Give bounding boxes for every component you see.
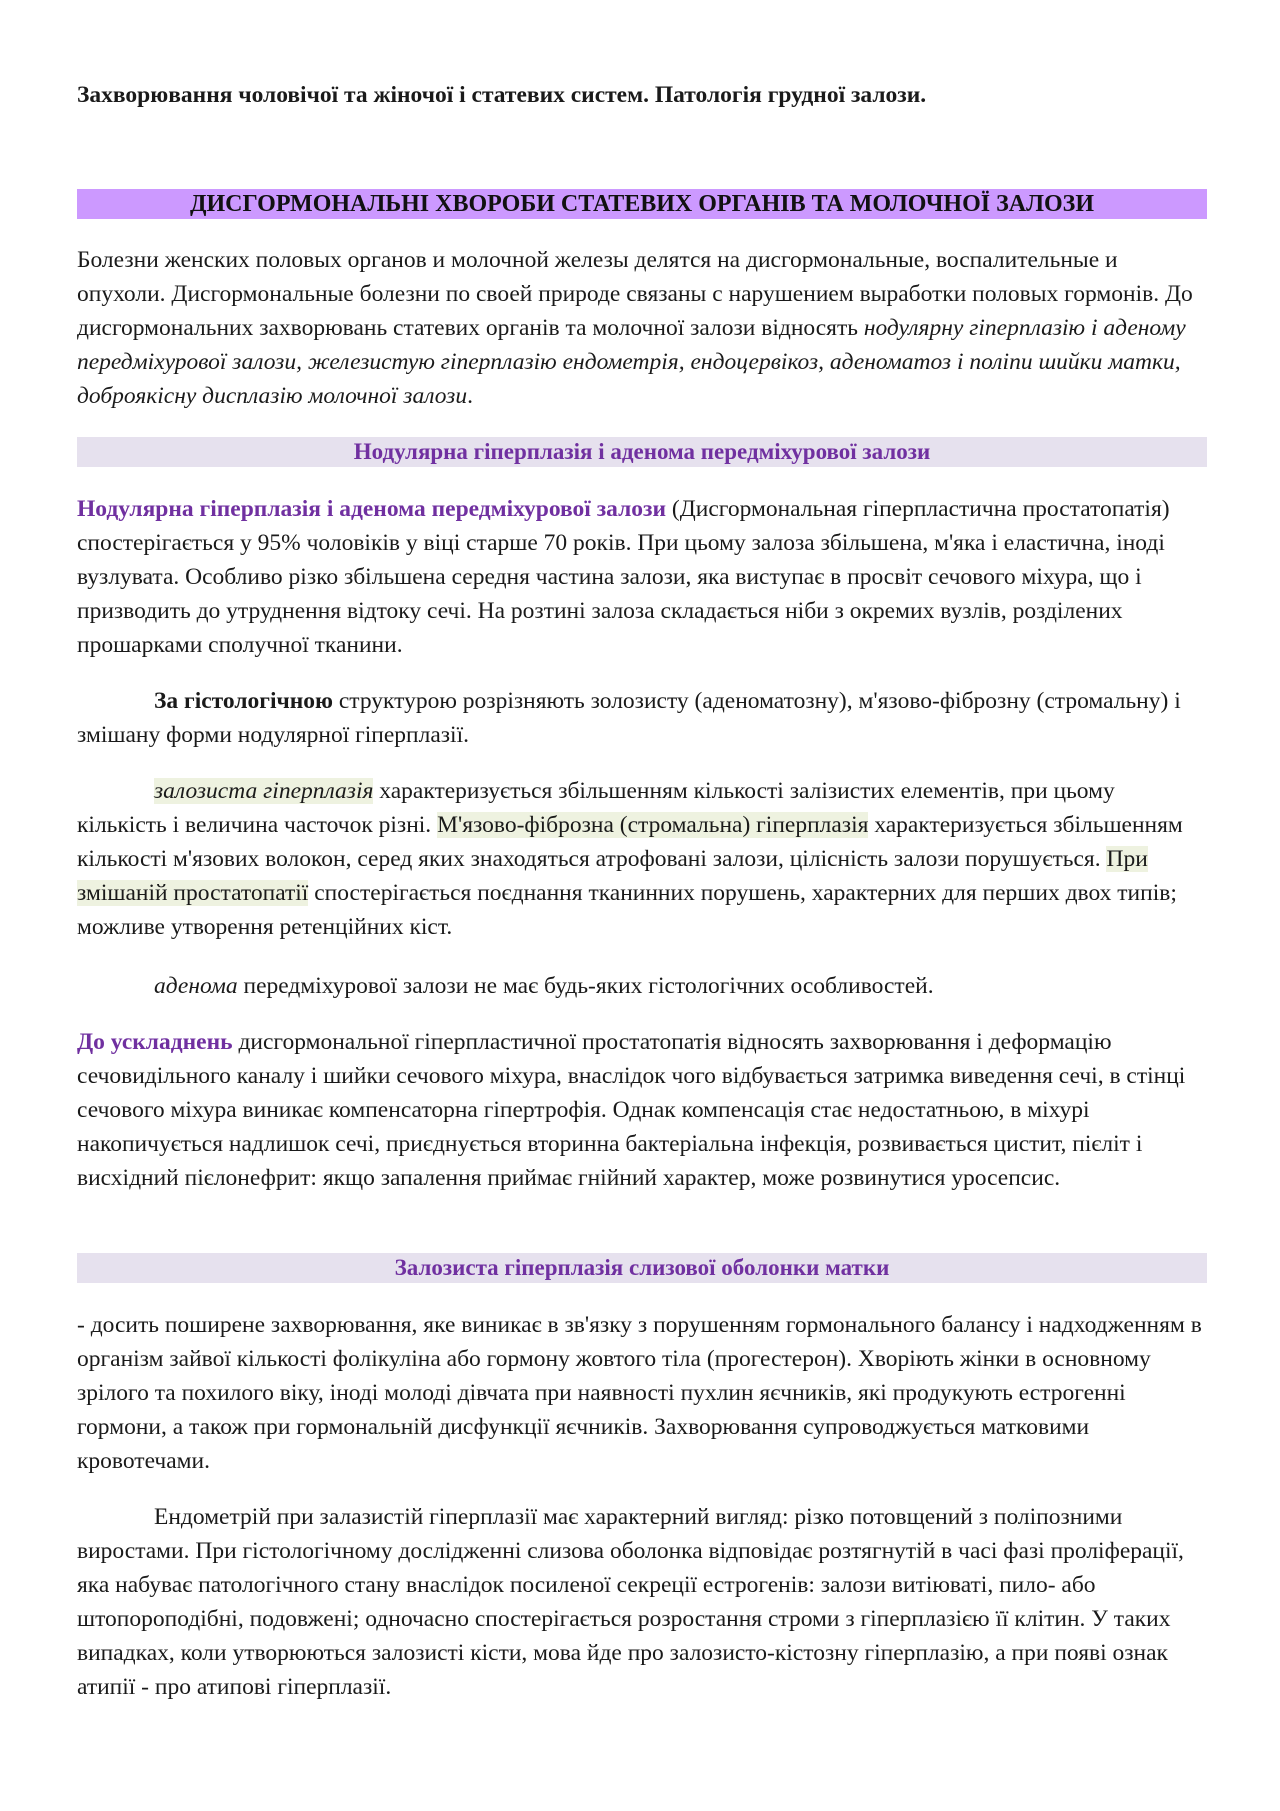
prostate-paragraph-4: [77, 969, 1207, 1003]
prostate-paragraph-1: [77, 492, 1207, 662]
prostate-paragraph-5: [77, 1025, 1207, 1195]
endometrium-paragraph-2: [77, 1500, 1207, 1704]
prostate-p4-text: передміхурової залози не має будь-яких гістологічних особливостей.: [237, 973, 934, 999]
intro-paragraph: [77, 243, 1207, 413]
prostate-p2-text: структурою розрізняють золозисту (аденоматозну), м'язово-фіброзну (стромальну) і змішану форми нодулярної гіперплазії.: [77, 688, 1181, 748]
prostate-p3-text-3: спостерігається поєднання тканинних порушень, характерних для перших двох типів; можливе утворення ретенційних кіст.: [77, 880, 1177, 940]
section-heading-endometrium: Залозиста гіперплазія слизової оболонки матки: [77, 1253, 1207, 1283]
main-section-banner: ДИСГОРМОНАЛЬНІ ХВОРОБИ СТАТЕВИХ ОРГАНІВ ТА МОЛОЧНОЇ ЗАЛОЗИ: [77, 189, 1207, 219]
prostate-paragraph-3: [77, 774, 1207, 944]
prostate-p5-text: дисгормональної гіперпластичної простатопатія відносять захворювання і деформацію сечовидільного каналу і шийки сечового міхура, внаслідок чого відбувається затримка виведення сечі, в стінці сечового міхура виникає компенсаторна гіпертрофія. Однак компенсація стає недостатньою, в міхурі накопичується надлишок сечі, приєднується вторинна бактеріальна інфекція, розвивається цистит, пієліт і висхідний пієлонефрит: якщо запалення приймає гнійний характер, може розвинутися уросепсис.: [77, 1029, 1186, 1191]
prostate-p1-text: (Дисгормональная гіперпластична простатопатія) спостерігається у 95% чоловіків у віці старше 70 років. При цьому залоза збільшена, м'яка і еластична, іноді вузлувата. Особливо різко збільшена середня частина залози, яка виступає в просвіт сечового міхура, що і призводить до утруднення відтоку сечі. На розтині залоза складається ніби з окремих вузлів, розділених прошарками сполучної тканини.: [77, 496, 1170, 658]
prostate-p3-text-1: характеризується збільшенням кількості залізистих елементів, при цьому кількість і величина часточок різні.: [77, 778, 1115, 838]
intro-text: Болезни женских половых органов и молочной железы делятся на дисгормональные, воспалительные и опухоли. Дисгормональные болезни по своей природе связаны с нарушением выработки половых гормонів. До дисгормональних захворювань статевих органів та молочної залози відносять: [77, 247, 1193, 341]
section-heading-prostate: Нодулярна гіперплазія і аденома передміхурової залози: [77, 437, 1207, 467]
highlight-glandular: залозиста гіперплазія: [154, 778, 374, 804]
complications-term: До ускладнень: [77, 1029, 233, 1055]
endometrium-p1-text: - досить поширене захворювання, яке виникає в зв'язку з порушенням гормонального балансу і надходженням в організм зайвої кількості фолікуліна або гормону жовтого тіла (прогестерон). Хворіють жінки в основному зрілого та похилого віку, іноді молоді дівчата при наявності пухлин яєчників, які продукують естрогенні гормони, а також при гормональній дисфункції яєчників. Захворювання супроводжується матковими кровотечами.: [77, 1312, 1202, 1474]
prostate-term: Нодулярна гіперплазія і аденома передміхурової залози: [77, 496, 667, 522]
document-title: Захворювання чоловічої та жіночої і статевих систем. Патологія грудної залози.: [77, 82, 927, 108]
highlight-mixed: При змішаній простатопатії: [77, 846, 1148, 906]
adenoma-term: аденома: [154, 973, 238, 999]
endometrium-paragraph-1: [77, 1308, 1207, 1478]
highlight-fibromuscular: М'язово-фіброзна (стромальна) гіперплазія: [437, 812, 869, 838]
endometrium-p2-text: Ендометрій при залазистій гіперплазії має характерний вигляд: різко потовщений з поліпозними виростами. При гістологічному дослідженні слизова оболонка відповідає розтягнутій в часі фазі проліферації, яка набуває патологічного стану внаслідок посиленої секреції естрогенів: залози витіюваті, пило- або штопороподібні, подовжені; одночасно спостерігається розростання строми з гіперплазією її клітин. У таких випадках, коли утворюються залозисті кісти, мова йде про залозисто-кістозну гіперплазію, а при появі ознак атипії - про атипові гіперплазії.: [77, 1504, 1184, 1700]
intro-italic-list: нодулярну гіперплазію і аденому передміхурової залози, железистую гіперплазію ендометрія, ендоцервікоз, аденоматоз і поліпи шийки матки, доброякісну дисплазію молочної залози: [77, 315, 1186, 409]
prostate-paragraph-2: [77, 684, 1207, 752]
histology-term: За гістологічною: [154, 688, 333, 714]
intro-end: .: [467, 383, 473, 409]
prostate-p3-text-2: характеризується збільшенням кількості м'язових волокон, серед яких знаходяться атрофовані залози, цілісність залози порушується.: [77, 812, 1183, 872]
